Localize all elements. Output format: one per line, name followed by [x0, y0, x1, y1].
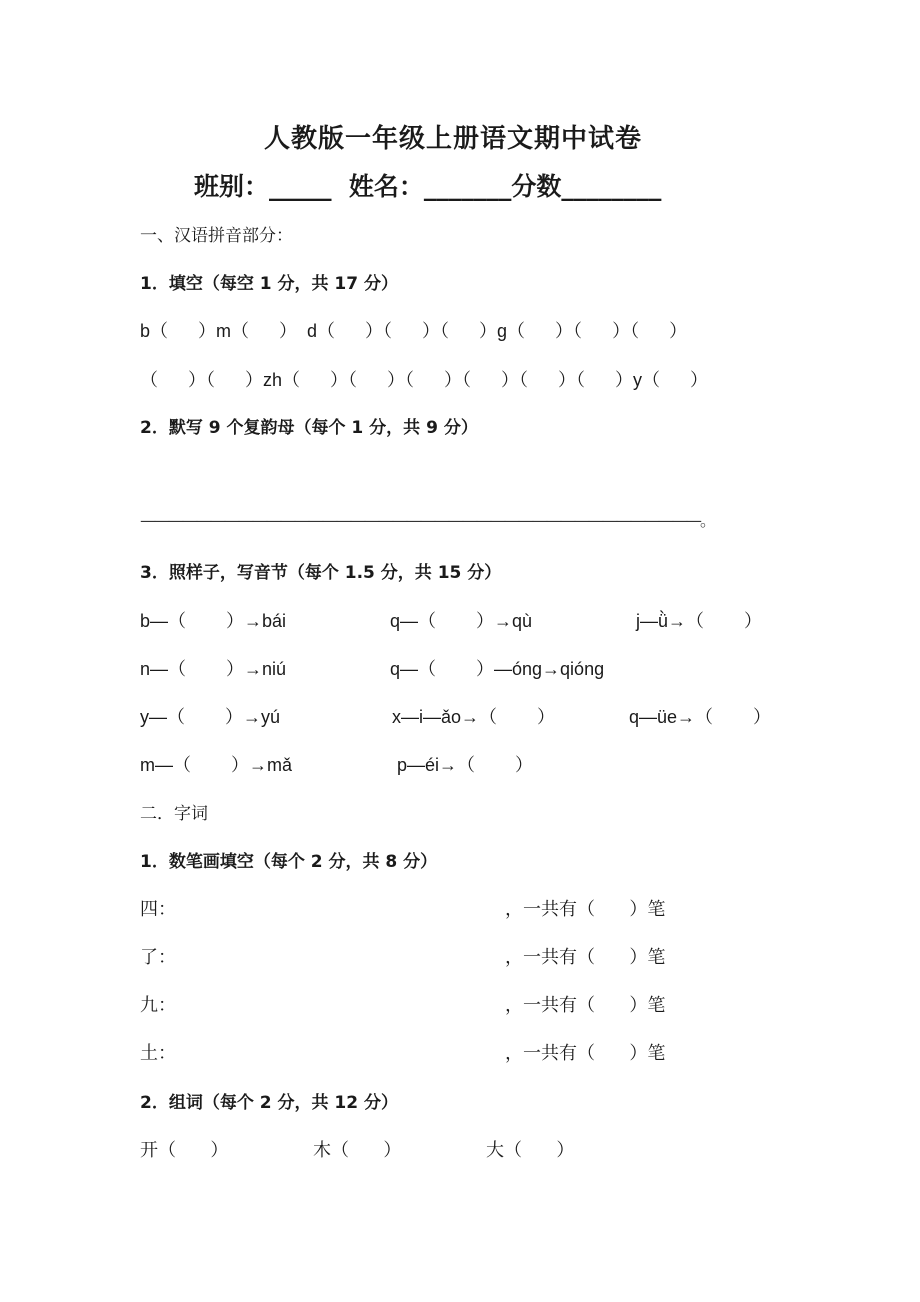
word-building-item: 开（ ） — [140, 1140, 229, 1161]
page-title: 人教版一年级上册语文期中试卷 — [264, 124, 643, 154]
word-building-item: 大（ ） — [486, 1140, 575, 1161]
section-heading-pinyin: 一、汉语拼音部分： — [140, 226, 293, 246]
syllable-item: j—ǜ→（ ） — [636, 611, 763, 631]
stroke-char: 九： — [140, 995, 176, 1016]
fill-blank-row-2: （ ）（ ）zh（ ）（ ）（ ）（ ）（ ）（ ）y（ ） — [140, 370, 709, 390]
syllable-item: x—i—ǎo→（ ） — [392, 707, 556, 727]
question-label-word-building: 2．组词（每个 2 分，共 12 分） — [140, 1093, 398, 1113]
syllable-item: b—（ ）→bái — [140, 611, 287, 631]
stroke-count-blank: ，一共有（ ）笔 — [505, 947, 666, 968]
stroke-char: 土： — [140, 1043, 176, 1064]
stroke-count-blank: ，一共有（ ）笔 — [505, 1043, 666, 1064]
syllable-item: m—（ ）→mǎ — [140, 755, 293, 775]
stroke-count-blank: ，一共有（ ）笔 — [505, 995, 666, 1016]
stroke-count-blank: ，一共有（ ）笔 — [505, 899, 666, 920]
question-label-fill-blank: 1．填空（每空 1 分，共 17 分） — [140, 274, 398, 294]
section-heading-words: 二．字词 — [140, 804, 208, 824]
syllable-item: p—éi→（ ） — [397, 755, 534, 775]
syllable-item: q—（ ）→qù — [390, 611, 533, 631]
word-building-item: 木（ ） — [313, 1140, 402, 1161]
question-label-strokes: 1．数笔画填空（每个 2 分，共 8 分） — [140, 852, 438, 872]
stroke-char: 四： — [140, 899, 176, 920]
syllable-item: n—（ ）→niú — [140, 659, 287, 679]
fill-blank-row-1: b（ ）m（ ） d（ ）（ ）（ ）g（ ）（ ）（ ） — [140, 321, 688, 341]
question-label-syllables: 3．照样子，写音节（每个 1.5 分，共 15 分） — [140, 563, 502, 583]
syllable-item: q—（ ）—óng→qióng — [390, 659, 605, 679]
syllable-item: q—üe→（ ） — [629, 707, 772, 727]
answer-line: ————————————————————————————————————————。 — [140, 511, 714, 530]
syllable-item: y—（ ）→yú — [140, 707, 281, 727]
stroke-char: 了： — [140, 947, 176, 968]
question-label-compound-finals: 2．默写 9 个复韵母（每个 1 分，共 9 分） — [140, 418, 478, 438]
student-info-line: 班别：_____ 姓名：_______分数________ — [194, 172, 662, 201]
